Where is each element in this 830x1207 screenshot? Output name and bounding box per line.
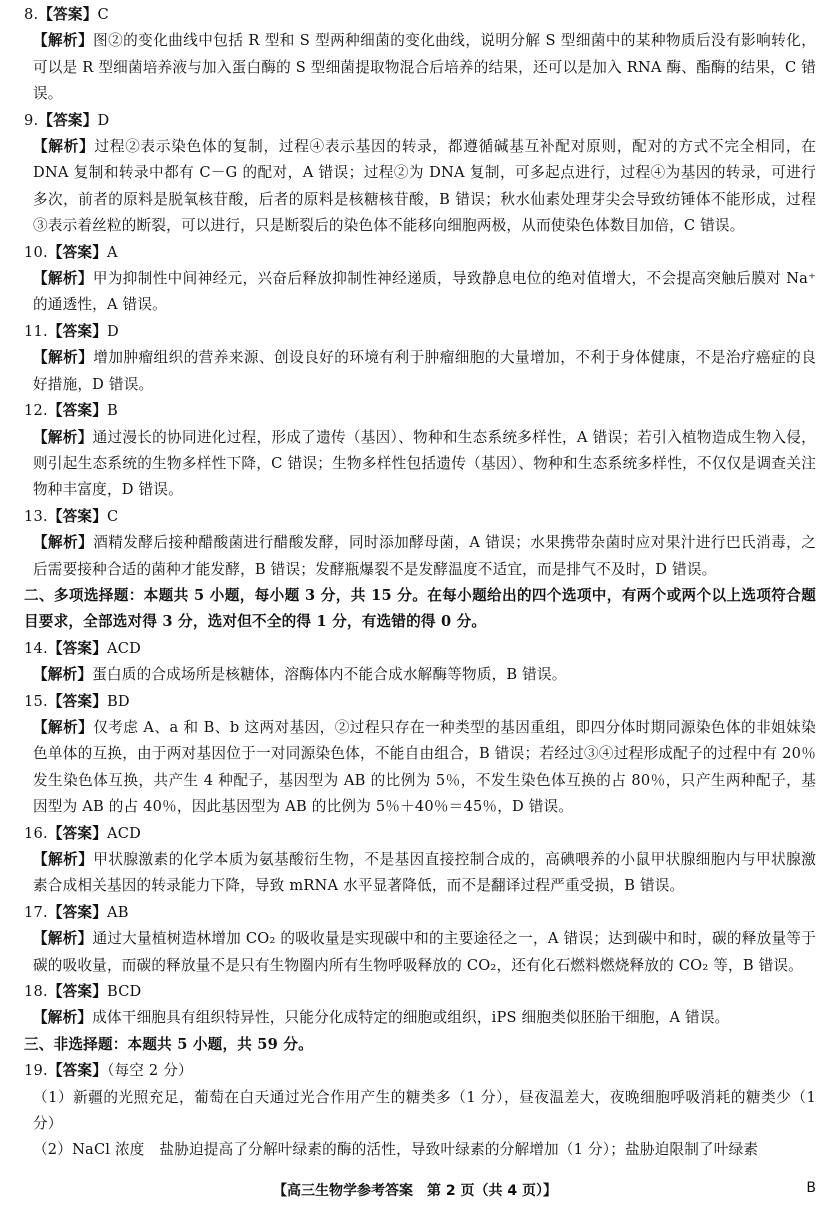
explanation-text: 蛋白质的合成场所是核糖体，溶酶体内不能合成水解酶等物质，B 错误。 bbox=[92, 666, 567, 684]
answer-value: D bbox=[97, 111, 110, 129]
explanation-paragraph bbox=[24, 847, 816, 900]
explanation-tag: 【解析】 bbox=[33, 270, 93, 288]
explanation-paragraph bbox=[24, 1005, 816, 1031]
explanation-tag: 【解析】 bbox=[33, 930, 93, 948]
question-number: 12. bbox=[24, 402, 48, 420]
answer-tag: 【答案】 bbox=[47, 692, 107, 710]
answer-value: （每空 2 分） bbox=[107, 1062, 193, 1080]
answer-tag: 【答案】 bbox=[38, 111, 98, 129]
footer-version: B bbox=[806, 1180, 816, 1196]
answer-tag: 【答案】 bbox=[47, 402, 107, 420]
explanation-text: 仅考虑 A、a 和 B、b 这两对基因，②过程只存在一种类型的基因重组，即四分体时期同源染色体的非姐妹染色单体的互换，由于两对基因位于一对同源染色体，不能自由组合，B 错误；若经过③④过程形成配子的过程中有 20％发生染色体互换，共产生 4 种配子，基因型为 AB 的比例为 5％，不发生染色体互换的占 80％，只产生两种配子，基因型为 AB 的占 40％，因此基因型为 AB 的比例为 5％＋40％＝45％，D 错误。 bbox=[33, 718, 816, 816]
question-number: 13. bbox=[24, 507, 48, 525]
explanation-tag: 【解析】 bbox=[33, 32, 94, 50]
explanation-tag: 【解析】 bbox=[33, 138, 95, 156]
answer-tag: 【答案】 bbox=[47, 824, 107, 842]
answer-line bbox=[24, 108, 816, 134]
question-number: 14. bbox=[24, 639, 48, 657]
answer-value: ACD bbox=[107, 824, 142, 842]
answer-tag: 【答案】 bbox=[47, 322, 107, 340]
answer-line bbox=[24, 636, 816, 662]
question-number: 17. bbox=[24, 903, 48, 921]
answer-line bbox=[24, 821, 816, 847]
answer-line bbox=[24, 2, 816, 28]
explanation-tag: 【解析】 bbox=[33, 718, 94, 736]
explanation-paragraph bbox=[24, 134, 816, 240]
answer-tag: 【答案】 bbox=[47, 983, 107, 1001]
paragraph-text: （1）新疆的光照充足，葡萄在白天通过光合作用产生的糖类多（1 分），昼夜温差大，夜晚细胞呼吸消耗的糖类少（1 分） bbox=[33, 1088, 816, 1133]
question-number: 15. bbox=[24, 692, 48, 710]
section-heading bbox=[24, 583, 816, 636]
answer-value: D bbox=[107, 322, 119, 340]
section-title: 二、多项选择题：本题共 5 小题，每小题 3 分，共 15 分。 bbox=[24, 586, 428, 604]
explanation-tag: 【解析】 bbox=[33, 666, 93, 684]
answer-value: AB bbox=[107, 903, 129, 921]
answer-value: A bbox=[107, 243, 118, 261]
question-number: 8. bbox=[24, 6, 39, 23]
answer-tag: 【答案】 bbox=[38, 6, 98, 23]
explanation-paragraph bbox=[24, 662, 816, 688]
answer-value: C bbox=[107, 507, 119, 525]
answer-line bbox=[24, 979, 816, 1005]
question-number: 18. bbox=[24, 983, 48, 1001]
explanation-paragraph bbox=[24, 530, 816, 583]
answer-line bbox=[24, 240, 816, 266]
footer-title: 【高三生物学参考答案 第 2 页（共 4 页）】 bbox=[273, 1183, 557, 1199]
answer-value: ACD bbox=[107, 639, 142, 657]
explanation-paragraph bbox=[24, 345, 816, 398]
explanation-text: 通过漫长的协同进化过程，形成了遗传（基因）、物种和生态系统多样性，A 错误；若引入植物造成生物入侵，则引起生态系统的生物多样性下降，C 错误；生物多样性包括遗传（基因）、物种和生态系统多样性，不仅仅是调查关注物种丰富度，D 错误。 bbox=[33, 428, 816, 499]
explanation-paragraph bbox=[24, 926, 816, 979]
question-number: 11. bbox=[24, 322, 48, 340]
answer-tag: 【答案】 bbox=[47, 903, 107, 921]
answer-value: C bbox=[97, 6, 109, 23]
answer-tag: 【答案】 bbox=[47, 243, 107, 261]
answer-line bbox=[24, 504, 816, 530]
explanation-paragraph bbox=[24, 715, 816, 821]
explanation-text: 通过大量植树造林增加 CO₂ 的吸收量是实现碳中和的主要途径之一，A 错误；达到碳中和时，碳的释放量等于碳的吸收量，而碳的释放量不是只有生物圈内所有生物呼吸释放的 CO₂，还有化石燃料燃烧释放的 CO₂ 等，B 错误。 bbox=[33, 930, 816, 974]
paragraph-text: （2）NaCl 浓度 盐胁迫提高了分解叶绿素的酶的活性，导致叶绿素的分解增加（1 分）；盐胁迫限制了叶绿素 bbox=[33, 1141, 759, 1159]
explanation-text: 增加肿瘤组织的营养来源、创设良好的环境有利于肿瘤细胞的大量增加，不利于身体健康，不是治疗癌症的良好措施，D 错误。 bbox=[33, 349, 816, 393]
page-footer bbox=[0, 1180, 830, 1204]
question-number: 19. bbox=[24, 1062, 48, 1080]
section-instructions: 在每小题给出的四个选项中，有两个或两个以上选项符合题目要求，全部选对得 3 分，选对但不全的得 1 分，有选错的得 0 分。 bbox=[24, 586, 817, 631]
explanation-paragraph bbox=[24, 425, 816, 504]
answer-paragraph bbox=[24, 1085, 816, 1138]
explanation-tag: 【解析】 bbox=[33, 1009, 93, 1027]
answer-document bbox=[24, 2, 816, 1164]
explanation-text: 过程②表示染色体的复制，过程④表示基因的转录，都遵循碱基互补配对原则，配对的方式不完全相同，在 DNA 复制和转录中都有 C－G 的配对，A 错误；过程②为 DNA 复制，可多起点进行，过程④为基因的转录，可进行多次，前者的原料是脱氧核苷酸，后者的原料是核糖核苷酸，B 错误；秋水仙素处理芽尖会导致纺锤体不能形成，过程③表示着丝粒的断裂，可以进行，只是断裂后的染色体不能移向细胞两极，从而使染色体数目加倍，C 错误。 bbox=[33, 138, 816, 235]
explanation-text: 酒精发酵后接种醋酸菌进行醋酸发酵，同时添加酵母菌，A 错误；水果携带杂菌时应对果汁进行巴氏消毒，之后需要接种合适的菌种才能发酵，B 错误；发酵瓶爆裂不是发酵温度不适宜，而是排气不及时，D 错误。 bbox=[33, 534, 816, 578]
question-number: 9. bbox=[24, 111, 39, 129]
explanation-text: 成体干细胞具有组织特异性，只能分化成特定的细胞或组织，iPS 细胞类似胚胎干细胞，A 错误。 bbox=[92, 1009, 730, 1027]
answer-tag: 【答案】 bbox=[47, 507, 107, 525]
explanation-tag: 【解析】 bbox=[33, 851, 94, 868]
answer-tag: 【答案】 bbox=[47, 1062, 107, 1080]
answer-line bbox=[24, 1058, 816, 1084]
answer-value: B bbox=[107, 402, 118, 420]
explanation-text: 甲为抑制性中间神经元，兴奋后释放抑制性神经递质，导致静息电位的绝对值增大，不会提高突触后膜对 Na⁺ 的通透性，A 错误。 bbox=[33, 270, 816, 314]
answer-line bbox=[24, 689, 816, 715]
explanation-tag: 【解析】 bbox=[33, 349, 94, 367]
answer-line bbox=[24, 398, 816, 424]
question-number: 10. bbox=[24, 243, 48, 261]
explanation-paragraph bbox=[24, 266, 816, 319]
explanation-tag: 【解析】 bbox=[33, 428, 93, 446]
explanation-paragraph bbox=[24, 28, 816, 107]
answer-value: BCD bbox=[107, 983, 142, 1001]
explanation-tag: 【解析】 bbox=[33, 534, 94, 552]
answer-value: BD bbox=[107, 692, 130, 710]
answer-tag: 【答案】 bbox=[47, 639, 107, 657]
answer-paragraph bbox=[24, 1137, 816, 1163]
explanation-text: 甲状腺激素的化学本质为氨基酸衍生物，不是基因直接控制合成的，高碘喂养的小鼠甲状腺细胞内与甲状腺激素合成相关基因的转录能力下降，导致 mRNA 水平显著降低，而不是翻译过程严重受损，B 错误。 bbox=[33, 851, 816, 895]
explanation-text: 图②的变化曲线中包括 R 型和 S 型两种细菌的变化曲线，说明分解 S 型细菌中的某种物质后没有影响转化，可以是 R 型细菌培养液与加入蛋白酶的 S 型细菌提取物混合后培养的结果，还可以是加入 RNA 酶、酯酶的结果，C 错误。 bbox=[33, 32, 816, 103]
section-heading bbox=[24, 1032, 816, 1058]
section-title: 三、非选择题：本题共 5 小题，共 59 分。 bbox=[24, 1035, 313, 1053]
answer-line bbox=[24, 319, 816, 345]
answer-line bbox=[24, 900, 816, 926]
question-number: 16. bbox=[24, 824, 48, 842]
